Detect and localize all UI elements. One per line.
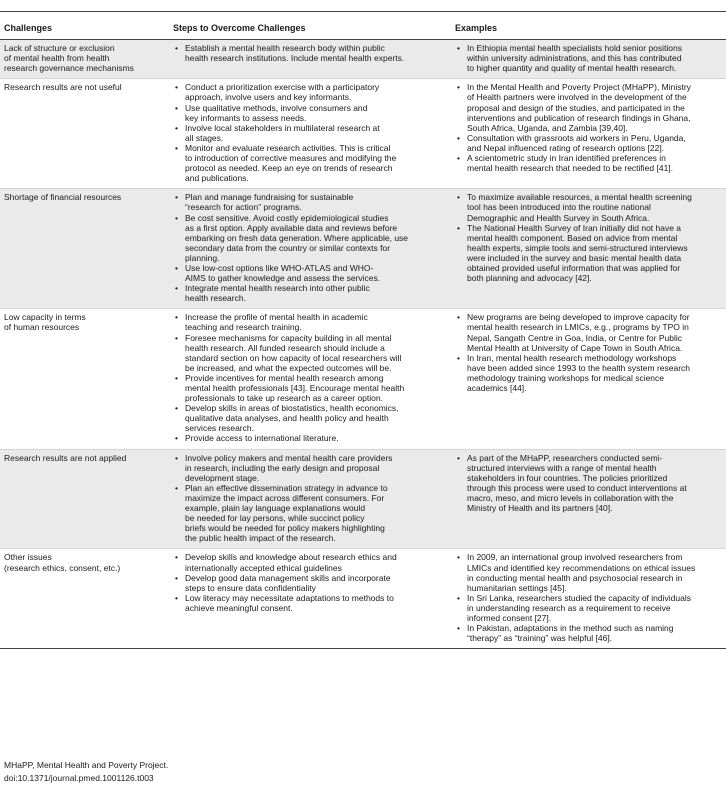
examples-list — [455, 192, 722, 283]
doi-text: doi:10.1371/journal.pmed.1001126.t003 — [4, 773, 154, 783]
steps-cell — [169, 40, 451, 79]
example-item: • In Pakistan, adaptations in the method such as naming “therapy” as “training” was helpful [46]. — [455, 623, 722, 643]
examples-list — [455, 43, 722, 73]
challenge-cell: Other issues (research ethics, consent, etc.) — [0, 549, 169, 649]
top-rule — [0, 11, 726, 12]
examples-list — [455, 453, 722, 514]
column-header-challenges: Challenges — [0, 20, 169, 40]
steps-list — [173, 192, 447, 303]
step-item: • Conduct a prioritization exercise with a participatory approach, involve users and key informants. — [173, 82, 447, 102]
step-item: • Plan and manage fundraising for sustainable “research for action” programs. — [173, 192, 447, 212]
example-item: • In 2009, an international group involved researchers from LMICs and identified key recommendations on ethical issues in conducting mental health and psychosocial research in humanitarian settings [45]. — [455, 552, 722, 592]
table-body — [0, 40, 726, 649]
table-row — [0, 309, 726, 449]
example-item: • In the Mental Health and Poverty Project (MHaPP), Ministry of Health partners were involved in the development of the proposal and design of the studies, and participated in the interventions and publication of research findings in Ghana, South Africa, Uganda, and Zambia [39,40]. — [455, 82, 722, 132]
step-item: • Monitor and evaluate research activities. This is critical to introduction of corrective measures and modifying the protocol as needed. Keep an eye on trends of research and publications. — [173, 143, 447, 183]
steps-list — [173, 552, 447, 613]
challenge-cell: Lack of structure or exclusion of mental health from health research governance mechanisms — [0, 40, 169, 79]
example-item: • Consultation with grassroots aid workers in Peru, Uganda, and Nepal influenced rating of research options [22]. — [455, 133, 722, 153]
step-item: • Provide incentives for mental health research among mental health professionals [43]. Encourage mental health professionals to take up research as a career option. — [173, 373, 447, 403]
table-row — [0, 449, 726, 549]
example-item: • The National Health Survey of Iran initially did not have a mental health component. Based on advice from mental health experts, simple tools and semi-structured interviews were included in the survey and basic mental health data obtained provided useful information that was applied for both planning and advocacy [42]. — [455, 223, 722, 284]
examples-cell — [451, 549, 726, 649]
table-row — [0, 189, 726, 309]
examples-list — [455, 552, 722, 643]
header-row — [0, 20, 726, 40]
step-item: • Use qualitative methods, involve consumers and key informants to assess needs. — [173, 103, 447, 123]
challenge-cell: Research results are not useful — [0, 79, 169, 189]
step-item: • Involve policy makers and mental health care providers in research, including the early design and proposal development stage. — [173, 453, 447, 483]
challenge-cell: Low capacity in terms of human resources — [0, 309, 169, 449]
step-item: • Involve local stakeholders in multilateral research at all stages. — [173, 123, 447, 143]
examples-cell — [451, 449, 726, 549]
step-item: • Low literacy may necessitate adaptations to methods to achieve meaningful consent. — [173, 593, 447, 613]
examples-list — [455, 82, 722, 173]
challenge-cell: Research results are not applied — [0, 449, 169, 549]
step-item: • Plan an effective dissemination strategy in advance to maximize the impact across different consumers. For example, plain lay language explanations would be needed for lay persons, while succinct policy briefs would be needed for policy makers highlighting the public health impact of the research. — [173, 483, 447, 544]
table-row — [0, 549, 726, 649]
examples-list — [455, 312, 722, 393]
steps-list — [173, 43, 447, 63]
example-item: • In Ethiopia mental health specialists hold senior positions within university administrations, and this has contributed to higher quantity and quality of mental health research. — [455, 43, 722, 73]
example-item: • A scientometric study in Iran identified preferences in mental health research that needed to be rectified [41]. — [455, 153, 722, 173]
steps-cell — [169, 549, 451, 649]
challenges-table — [0, 20, 726, 649]
table-footnote — [4, 759, 168, 785]
example-item: • New programs are being developed to improve capacity for mental health research in LMICs, e.g., programs by TPO in Nepal, Sangath Centre in Goa, India, or Centre for Public Mental Health at University of Cape Town in South Africa. — [455, 312, 722, 352]
examples-cell — [451, 79, 726, 189]
challenge-cell: Shortage of financial resources — [0, 189, 169, 309]
step-item: • Develop skills and knowledge about research ethics and internationally accepted ethical guidelines — [173, 552, 447, 572]
examples-cell — [451, 40, 726, 79]
step-item: • Use low-cost options like WHO-ATLAS and WHO- AIMS to gather knowledge and assess the services. — [173, 263, 447, 283]
steps-cell — [169, 189, 451, 309]
example-item: • To maximize available resources, a mental health screening tool has been introduced into the routine national Demographic and Health Survey in South Africa. — [455, 192, 722, 222]
example-item: • In Sri Lanka, researchers studied the capacity of individuals in understanding research as a requirement to receive informed consent [27]. — [455, 593, 722, 623]
step-item: • Develop skills in areas of biostatistics, health economics, qualitative data analyses, and health policy and health services research. — [173, 403, 447, 433]
table-row — [0, 40, 726, 79]
steps-list — [173, 453, 447, 544]
example-item: • In Iran, mental health research methodology workshops have been added since 1993 to the health system research methodology training workshops for medical science academics [44]. — [455, 353, 722, 393]
step-item: • Be cost sensitive. Avoid costly epidemiological studies as a first option. Apply available data and reviews before embarking on fresh data generation. Where applicable, use secondary data from the country or similar contexts for planning. — [173, 213, 447, 263]
column-header-examples: Examples — [451, 20, 726, 40]
step-item: • Foresee mechanisms for capacity building in all mental health research. All funded research should include a standard section on how capacity of local researchers will be increased, and what the expected outcomes will be. — [173, 333, 447, 373]
steps-list — [173, 82, 447, 183]
steps-cell — [169, 309, 451, 449]
step-item: • Establish a mental health research body within public health research institutions. Include mental health experts. — [173, 43, 447, 63]
step-item: • Increase the profile of mental health in academic teaching and research training. — [173, 312, 447, 332]
step-item: • Develop good data management skills and incorporate steps to ensure data confidentiality — [173, 573, 447, 593]
steps-list — [173, 312, 447, 443]
steps-cell — [169, 79, 451, 189]
step-item: • Provide access to international literature. — [173, 433, 447, 443]
step-item: • Integrate mental health research into other public health research. — [173, 283, 447, 303]
steps-cell — [169, 449, 451, 549]
column-header-steps: Steps to Overcome Challenges — [169, 20, 451, 40]
examples-cell — [451, 309, 726, 449]
examples-cell — [451, 189, 726, 309]
example-item: • As part of the MHaPP, researchers conducted semi- structured interviews with a range of mental health stakeholders in four countries. The policies prioritized through this process were used to conduct interventions at macro, meso, and micro levels in collaboration with the Ministry of Health and its partners [40]. — [455, 453, 722, 514]
abbreviation-note: MHaPP, Mental Health and Poverty Project. — [4, 760, 169, 770]
table-row — [0, 79, 726, 189]
